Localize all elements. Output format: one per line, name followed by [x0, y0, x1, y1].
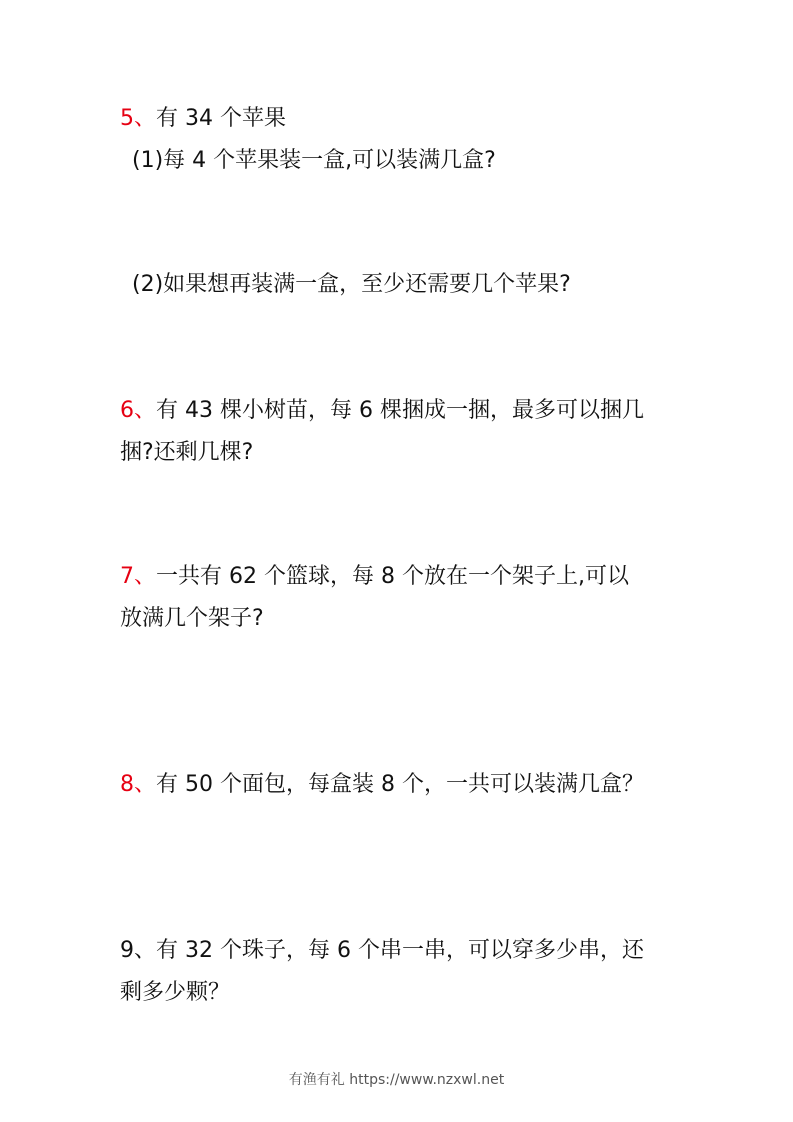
question-separator: 、 — [134, 772, 157, 797]
question-text: 一共有 62 个篮球，每 8 个放在一个架子上,可以 — [156, 564, 629, 589]
question-separator: 、 — [134, 938, 157, 963]
question-number: 7 — [120, 564, 134, 589]
question-9-continued: 剩多少颗？ — [120, 980, 231, 1005]
question-text: 有 34 个苹果 — [156, 106, 286, 131]
question-number: 8 — [120, 772, 134, 797]
question-9 — [120, 936, 644, 966]
question-separator: 、 — [134, 398, 157, 423]
question-7 — [120, 562, 629, 592]
question-5-part-2: (2)如果想再装满一盒，至少还需要几个苹果? — [132, 272, 571, 297]
question-6 — [120, 396, 644, 426]
question-number: 6 — [120, 398, 134, 423]
question-text: 有 43 棵小树苗，每 6 棵捆成一捆，最多可以捆几 — [156, 398, 644, 423]
question-separator: 、 — [134, 106, 157, 131]
question-text: 有 50 个面包，每盒装 8 个，一共可以装满几盒？ — [156, 772, 644, 797]
footer-watermark: 有渔有礼 https://www.nzxwl.net — [288, 1072, 505, 1088]
question-6-continued: 捆?还剩几棵? — [120, 440, 254, 465]
question-5-part-1: (1)每 4 个苹果装一盒,可以装满几盒? — [132, 148, 496, 173]
question-separator: 、 — [134, 564, 157, 589]
question-8 — [120, 770, 644, 800]
question-text: 有 32 个珠子，每 6 个串一串，可以穿多少串，还 — [156, 938, 644, 963]
question-number: 5 — [120, 106, 134, 131]
question-7-continued: 放满几个架子? — [120, 606, 264, 631]
question-number: 9 — [120, 938, 134, 963]
question-5 — [120, 104, 286, 134]
